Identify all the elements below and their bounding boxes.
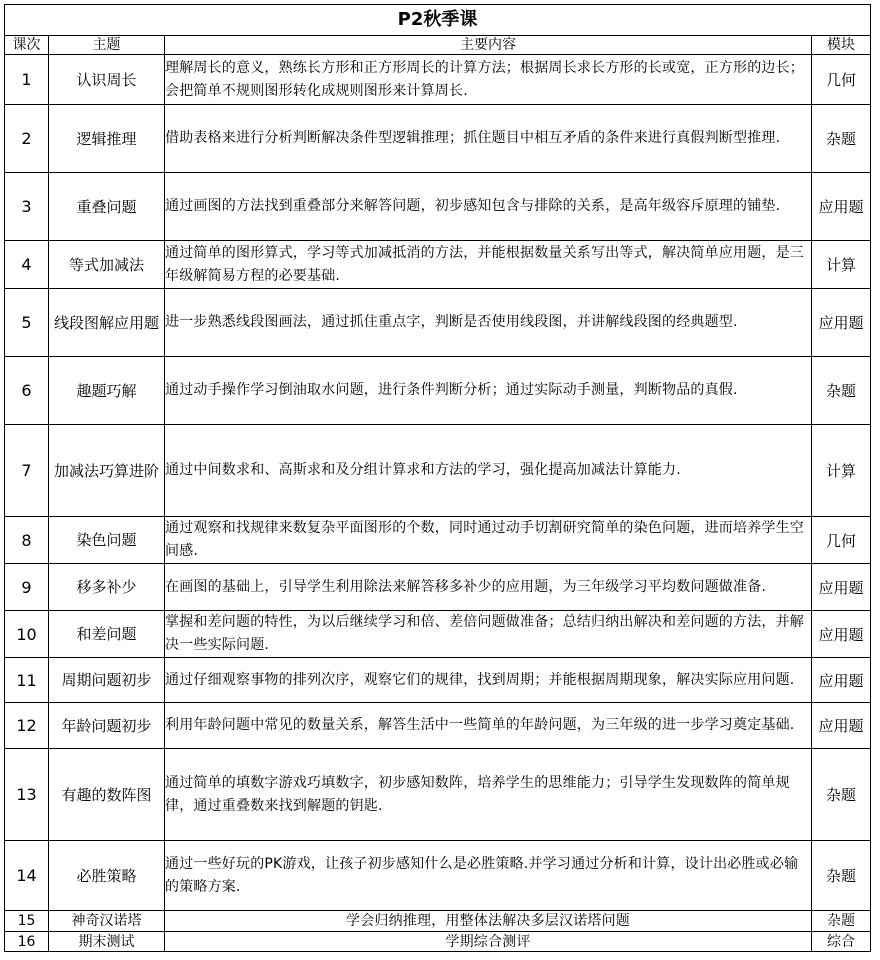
lesson-number-cell: 1 — [5, 55, 49, 105]
lesson-number-cell: 12 — [5, 703, 49, 749]
topic-cell: 神奇汉诺塔 — [49, 911, 165, 932]
topic-cell: 年龄问题初步 — [49, 703, 165, 749]
lesson-number-cell: 3 — [5, 173, 49, 241]
topic-cell: 趣题巧解 — [49, 357, 165, 425]
lesson-number-cell: 10 — [5, 611, 49, 658]
topic-cell: 必胜策略 — [49, 841, 165, 911]
table-row — [5, 611, 871, 658]
lesson-number-cell: 4 — [5, 241, 49, 289]
content-cell: 利用年龄问题中常见的数量关系，解答生活中一些简单的年龄问题，为三年级的进一步学习奠定基础. — [165, 703, 812, 749]
module-cell: 杂题 — [812, 105, 871, 173]
table-row — [5, 658, 871, 703]
table-row — [5, 517, 871, 564]
lesson-number-cell: 13 — [5, 749, 49, 841]
header-row — [5, 36, 871, 55]
module-cell: 计算 — [812, 241, 871, 289]
lesson-number-cell: 5 — [5, 289, 49, 357]
content-cell: 通过一些好玩的PK游戏，让孩子初步感知什么是必胜策略.并学习通过分析和计算，设计出必胜或必输的策略方案. — [165, 841, 812, 911]
content-cell: 通过仔细观察事物的排列次序，观察它们的规律，找到周期；并能根据周期现象，解决实际应用问题. — [165, 658, 812, 703]
content-cell: 通过简单的图形算式，学习等式加减抵消的方法，并能根据数量关系写出等式，解决简单应用题，是三年级解简易方程的必要基础. — [165, 241, 812, 289]
topic-cell: 有趣的数阵图 — [49, 749, 165, 841]
table-row — [5, 357, 871, 425]
topic-cell: 和差问题 — [49, 611, 165, 658]
content-cell: 通过简单的填数字游戏巧填数字，初步感知数阵，培养学生的思维能力；引导学生发现数阵的简单规律，通过重叠数来找到解题的钥匙. — [165, 749, 812, 841]
table-row — [5, 173, 871, 241]
module-cell: 应用题 — [812, 658, 871, 703]
module-cell: 计算 — [812, 425, 871, 517]
module-cell: 综合 — [812, 932, 871, 952]
topic-cell: 染色问题 — [49, 517, 165, 564]
module-cell: 几何 — [812, 517, 871, 564]
content-cell: 通过中间数求和、高斯求和及分组计算求和方法的学习，强化提高加减法计算能力. — [165, 425, 812, 517]
topic-cell: 移多补少 — [49, 564, 165, 611]
content-cell: 进一步熟悉线段图画法，通过抓住重点字，判断是否使用线段图，并讲解线段图的经典题型. — [165, 289, 812, 357]
header-content: 主要内容 — [165, 36, 812, 55]
content-cell: 学会归纳推理，用整体法解决多层汉诺塔问题 — [165, 911, 812, 932]
course-schedule-sheet — [4, 4, 870, 952]
table-title: P2秋季课 — [5, 5, 871, 36]
module-cell: 应用题 — [812, 611, 871, 658]
table-row — [5, 703, 871, 749]
table-row — [5, 55, 871, 105]
content-cell: 理解周长的意义，熟练长方形和正方形周长的计算方法；根据周长求长方形的长或宽，正方形的边长；会把简单不规则图形转化成规则图形来计算周长. — [165, 55, 812, 105]
module-cell: 几何 — [812, 55, 871, 105]
header-module: 模块 — [812, 36, 871, 55]
topic-cell: 加减法巧算进阶 — [49, 425, 165, 517]
topic-cell: 认识周长 — [49, 55, 165, 105]
topic-cell: 等式加减法 — [49, 241, 165, 289]
lesson-number-cell: 6 — [5, 357, 49, 425]
lesson-number-cell: 16 — [5, 932, 49, 952]
topic-cell: 逻辑推理 — [49, 105, 165, 173]
table-row — [5, 749, 871, 841]
content-cell: 借助表格来进行分析判断解决条件型逻辑推理；抓住题目中相互矛盾的条件来进行真假判断型推理. — [165, 105, 812, 173]
lesson-number-cell: 11 — [5, 658, 49, 703]
lesson-number-cell: 14 — [5, 841, 49, 911]
table-row — [5, 911, 871, 932]
content-cell: 掌握和差问题的特性，为以后继续学习和倍、差倍问题做准备；总结归纳出解决和差问题的方法，并解决一些实际问题. — [165, 611, 812, 658]
module-cell: 应用题 — [812, 289, 871, 357]
module-cell: 应用题 — [812, 173, 871, 241]
table-row — [5, 841, 871, 911]
topic-cell: 线段图解应用题 — [49, 289, 165, 357]
table-row — [5, 564, 871, 611]
module-cell: 杂题 — [812, 841, 871, 911]
module-cell: 杂题 — [812, 749, 871, 841]
lesson-number-cell: 15 — [5, 911, 49, 932]
module-cell: 杂题 — [812, 911, 871, 932]
lesson-number-cell: 8 — [5, 517, 49, 564]
topic-cell: 周期问题初步 — [49, 658, 165, 703]
content-cell: 在画图的基础上，引导学生利用除法来解答移多补少的应用题，为三年级学习平均数问题做准备. — [165, 564, 812, 611]
content-cell: 通过观察和找规律来数复杂平面图形的个数，同时通过动手切割研究简单的染色问题，进而培养学生空间感. — [165, 517, 812, 564]
lesson-number-cell: 7 — [5, 425, 49, 517]
content-cell: 通过画图的方法找到重叠部分来解答问题，初步感知包含与排除的关系，是高年级容斥原理的铺垫. — [165, 173, 812, 241]
course-table — [4, 4, 871, 952]
table-row — [5, 289, 871, 357]
module-cell: 应用题 — [812, 564, 871, 611]
topic-cell: 期末测试 — [49, 932, 165, 952]
module-cell: 杂题 — [812, 357, 871, 425]
topic-cell: 重叠问题 — [49, 173, 165, 241]
lesson-number-cell: 2 — [5, 105, 49, 173]
table-row — [5, 241, 871, 289]
table-row — [5, 105, 871, 173]
table-row — [5, 425, 871, 517]
module-cell: 应用题 — [812, 703, 871, 749]
lesson-number-cell: 9 — [5, 564, 49, 611]
header-lesson: 课次 — [5, 36, 49, 55]
content-cell: 通过动手操作学习倒油取水问题，进行条件判断分析；通过实际动手测量，判断物品的真假. — [165, 357, 812, 425]
table-row — [5, 932, 871, 952]
content-cell: 学期综合测评 — [165, 932, 812, 952]
header-topic: 主题 — [49, 36, 165, 55]
